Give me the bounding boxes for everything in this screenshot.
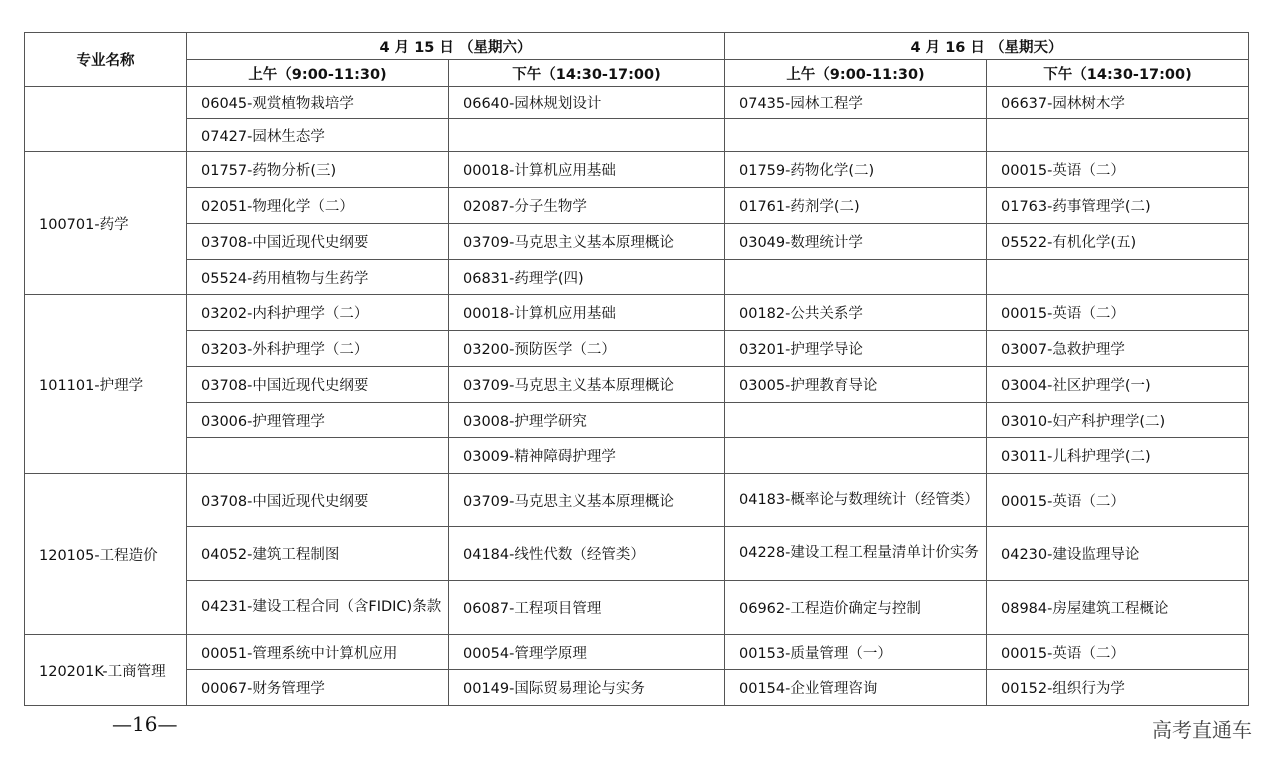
table-cell: 06045-观赏植物栽培学 (187, 87, 449, 119)
table-cell: 03708-中国近现代史纲要 (187, 224, 449, 260)
table-cell: 00149-国际贸易理论与实务 (449, 670, 725, 706)
table-cell: 00067-财务管理学 (187, 670, 449, 706)
table-cell: 03011-儿科护理学(二) (987, 438, 1249, 474)
table-cell: 00015-英语（二） (987, 152, 1249, 188)
table-cell: 00153-质量管理（一） (725, 635, 987, 670)
table-cell: 03006-护理管理学 (187, 403, 449, 438)
table-cell: 04184-线性代数（经管类） (449, 527, 725, 581)
table-cell: 04228-建设工程工程量清单计价实务 (725, 527, 987, 581)
table-row (25, 670, 1249, 706)
table-cell: 03203-外科护理学（二） (187, 331, 449, 367)
table-cell: 05522-有机化学(五) (987, 224, 1249, 260)
table-cell: 03202-内科护理学（二） (187, 295, 449, 331)
table-cell (725, 403, 987, 438)
table-cell: 04052-建筑工程制图 (187, 527, 449, 581)
table-cell: 03200-预防医学（二） (449, 331, 725, 367)
table-cell: 03709-马克思主义基本原理概论 (449, 474, 725, 527)
major-column-header: 专业名称 (25, 33, 187, 87)
table-cell: 03010-妇产科护理学(二) (987, 403, 1249, 438)
table-row (25, 581, 1249, 635)
table-cell: 06831-药理学(四) (449, 260, 725, 295)
table-row (25, 474, 1249, 527)
table-row (25, 188, 1249, 224)
table-cell (725, 438, 987, 474)
page-number: —16— (112, 712, 178, 736)
table-cell (987, 119, 1249, 152)
table-cell: 00182-公共关系学 (725, 295, 987, 331)
table-row (25, 403, 1249, 438)
table-row (25, 260, 1249, 295)
table-row (25, 152, 1249, 188)
table-cell: 03049-数理统计学 (725, 224, 987, 260)
table-row (25, 438, 1249, 474)
major-name (25, 87, 187, 152)
table-cell: 00152-组织行为学 (987, 670, 1249, 706)
day1-header: 4 月 15 日 （星期六） (187, 33, 725, 60)
table-cell: 01763-药事管理学(二) (987, 188, 1249, 224)
table-cell: 07427-园林生态学 (187, 119, 449, 152)
table-cell: 02051-物理化学（二） (187, 188, 449, 224)
table-row (25, 635, 1249, 670)
table-cell: 03009-精神障碍护理学 (449, 438, 725, 474)
major-name: 101101-护理学 (25, 295, 187, 474)
table-cell: 05524-药用植物与生药学 (187, 260, 449, 295)
major-name: 120201K-工商管理 (25, 635, 187, 706)
table-row (25, 224, 1249, 260)
exam-schedule-table (24, 32, 1249, 706)
table-cell: 01759-药物化学(二) (725, 152, 987, 188)
table-cell: 03005-护理教育导论 (725, 367, 987, 403)
table-cell: 06962-工程造价确定与控制 (725, 581, 987, 635)
table-row (25, 527, 1249, 581)
table-cell: 01757-药物分析(三) (187, 152, 449, 188)
table-cell: 00018-计算机应用基础 (449, 152, 725, 188)
major-name: 100701-药学 (25, 152, 187, 295)
table-cell (987, 260, 1249, 295)
table-row (25, 295, 1249, 331)
table-row (25, 367, 1249, 403)
table-cell: 00051-管理系统中计算机应用 (187, 635, 449, 670)
major-name: 120105-工程造价 (25, 474, 187, 635)
table-cell: 01761-药剂学(二) (725, 188, 987, 224)
table-cell: 00054-管理学原理 (449, 635, 725, 670)
table-cell: 03709-马克思主义基本原理概论 (449, 367, 725, 403)
table-cell: 04231-建设工程合同（含FIDIC)条款 (187, 581, 449, 635)
table-cell (725, 260, 987, 295)
table-cell: 07435-园林工程学 (725, 87, 987, 119)
table-cell: 03201-护理学导论 (725, 331, 987, 367)
table-cell: 03008-护理学研究 (449, 403, 725, 438)
table-row (25, 331, 1249, 367)
day2-pm-header: 下午（14:30-17:00) (987, 60, 1249, 87)
table-cell: 00018-计算机应用基础 (449, 295, 725, 331)
table-cell: 08984-房屋建筑工程概论 (987, 581, 1249, 635)
table-cell (449, 119, 725, 152)
table-cell: 04230-建设监理导论 (987, 527, 1249, 581)
table-cell: 03708-中国近现代史纲要 (187, 367, 449, 403)
day1-am-header: 上午（9:00-11:30) (187, 60, 449, 87)
watermark-text: 高考直通车 (1152, 718, 1252, 742)
day2-header: 4 月 16 日 （星期天） (725, 33, 1249, 60)
table-cell: 00154-企业管理咨询 (725, 670, 987, 706)
table-cell: 03708-中国近现代史纲要 (187, 474, 449, 527)
table-cell: 03007-急救护理学 (987, 331, 1249, 367)
table-cell: 03004-社区护理学(一) (987, 367, 1249, 403)
table-cell: 02087-分子生物学 (449, 188, 725, 224)
table-cell: 04183-概率论与数理统计（经管类） (725, 474, 987, 527)
day2-am-header: 上午（9:00-11:30) (725, 60, 987, 87)
table-cell (725, 119, 987, 152)
table-row (25, 87, 1249, 119)
table-cell: 06637-园林树木学 (987, 87, 1249, 119)
table-cell (187, 438, 449, 474)
table-row (25, 119, 1249, 152)
table-cell: 00015-英语（二） (987, 474, 1249, 527)
table-cell: 00015-英语（二） (987, 635, 1249, 670)
table-cell: 03709-马克思主义基本原理概论 (449, 224, 725, 260)
day1-pm-header: 下午（14:30-17:00) (449, 60, 725, 87)
table-cell: 00015-英语（二） (987, 295, 1249, 331)
table-cell: 06087-工程项目管理 (449, 581, 725, 635)
table-cell: 06640-园林规划设计 (449, 87, 725, 119)
